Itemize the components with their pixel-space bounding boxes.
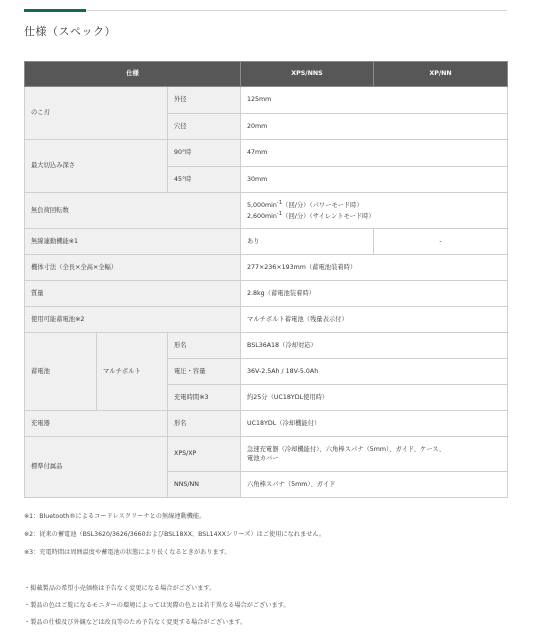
spec-table-header bbox=[25, 62, 508, 87]
charge-time-label: 充電時間※3 bbox=[168, 385, 241, 411]
table-row bbox=[25, 307, 508, 333]
max-cut-depth-label: 最大切込み深さ bbox=[25, 140, 168, 193]
table-row bbox=[25, 87, 508, 114]
footnote-3: ※3：充電時間は周囲温度や蓄電池の状態により長くなるときがあります。 bbox=[24, 549, 231, 556]
wireless-link-xp: - bbox=[374, 229, 508, 255]
deg45-value: 30mm bbox=[241, 167, 508, 193]
page-title: 仕様（スペック） bbox=[24, 25, 116, 38]
charger-label: 充電器 bbox=[25, 411, 168, 437]
footnote-2: ※2：従来の蓄電池（BSL3620/3626/3660およびBSL18XX、BSL14XXシリーズ）はご使用になれません。 bbox=[24, 531, 326, 538]
header-spec: 仕様 bbox=[25, 62, 241, 87]
outer-diameter-label: 外径 bbox=[168, 87, 241, 114]
table-row bbox=[25, 437, 508, 472]
table-row bbox=[25, 193, 508, 229]
battery-voltage-value: 36V-2.5Ah / 18V-5.0Ah bbox=[241, 359, 508, 385]
battery-voltage-label: 電圧・容量 bbox=[168, 359, 241, 385]
battery-model-label: 形名 bbox=[168, 333, 241, 359]
footnote-1: ※1：Bluetooth®によるコードレスクリーナとの無線連動機能。 bbox=[24, 513, 206, 520]
no-load-speed-label: 無負荷回転数 bbox=[25, 193, 241, 229]
charger-model-value: UC18YDL（冷却機能付） bbox=[241, 411, 508, 437]
accessories-nns-label: NNS/NN bbox=[168, 472, 241, 498]
accessories-xps-label: XPS/XP bbox=[168, 437, 241, 472]
mass-label: 質量 bbox=[25, 281, 241, 307]
spec-table bbox=[24, 61, 508, 498]
deg45-label: 45°時 bbox=[168, 167, 241, 193]
header-xps-nns: XPS/NNS bbox=[241, 62, 374, 87]
disclaimer-2: ・製品の色はご覧になるモニターの環境によっては実際の色とは若干異なる場合がございます。 bbox=[24, 602, 290, 609]
battery-model-value: BSL36A18（冷却対応） bbox=[241, 333, 508, 359]
disclaimer-3: ・製品の仕様及び外観などは改良等のため予告なく変更する場合がございます。 bbox=[24, 619, 247, 626]
table-row bbox=[25, 255, 508, 281]
table-row bbox=[25, 281, 508, 307]
accessories-label: 標準付属品 bbox=[25, 437, 168, 498]
deg90-value: 47mm bbox=[241, 140, 508, 167]
dimensions-value: 277×236×193mm（蓄電池装着時） bbox=[241, 255, 508, 281]
charger-model-label: 形名 bbox=[168, 411, 241, 437]
title-accent-line bbox=[24, 9, 86, 12]
deg90-label: 90°時 bbox=[168, 140, 241, 167]
saw-blade-label: のこ刃 bbox=[25, 87, 168, 140]
header-xp-nn: XP/NN bbox=[374, 62, 508, 87]
hole-diameter-label: 穴径 bbox=[168, 114, 241, 140]
accessories-xps-value: 急速充電器（冷却機能付）、六角棒スパナ（5mm）、ガイド、ケース、 電池カバー bbox=[241, 437, 508, 472]
table-row bbox=[25, 333, 508, 359]
no-load-speed-value: $5,000\min^{-1}$（回/分）（パワーモード時） $2,600\min^{-1}$（回/分）（サイレントモード時） bbox=[241, 193, 508, 229]
battery-label: 蓄電池 bbox=[25, 333, 97, 411]
table-row bbox=[25, 140, 508, 167]
disclaimer-1: ・掲載製品の希望小売価格は予告なく変更になる場合がございます。 bbox=[24, 585, 216, 592]
battery-sub-label: マルチボルト bbox=[97, 333, 168, 411]
table-row bbox=[25, 411, 508, 437]
outer-diameter-value: 125mm bbox=[241, 87, 508, 114]
usable-battery-value: マルチボルト蓄電池（残量表示付） bbox=[241, 307, 508, 333]
dimensions-label: 機体寸法（全長×全高×全幅） bbox=[25, 255, 241, 281]
hole-diameter-value: 20mm bbox=[241, 114, 508, 140]
mass-value: 2.8kg（蓄電池装着時） bbox=[241, 281, 508, 307]
table-row bbox=[25, 229, 508, 255]
wireless-link-xps: あり bbox=[241, 229, 374, 255]
title-divider bbox=[86, 10, 507, 11]
wireless-link-label: 無線連動機能※1 bbox=[25, 229, 241, 255]
charge-time-value: 約25分（UC18YDL使用時） bbox=[241, 385, 508, 411]
accessories-nns-value: 六角棒スパナ（5mm）、ガイド bbox=[241, 472, 508, 498]
usable-battery-label: 使用可能蓄電池※2 bbox=[25, 307, 241, 333]
